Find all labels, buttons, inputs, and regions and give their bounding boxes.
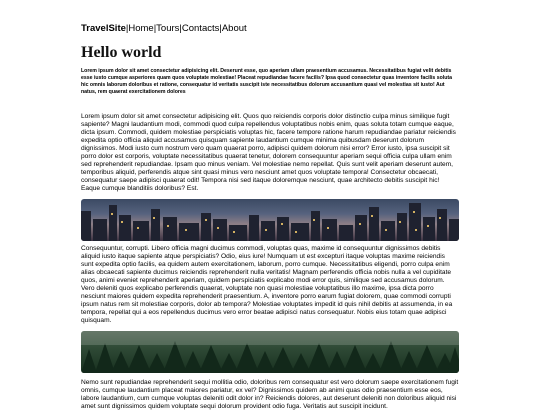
nav-separator: | <box>179 23 182 34</box>
lead-text: Lorem ipsum dolor sit amet consectetur adipisicing elit. Deserunt esse, quo aperiam ullam praesentium accusamus. Necessitatibus fugiat velit debitis esse iusto cumque asperiores quam quos voluptate molestiae! Placeat repudiandae facere facilis? Ipsa quod consectetur quas inventore facilis soluta hic omnis laborum doloribus et ratione, consequatur id veritatis suscipit iste necessitatibus dolorum accusantium quasi vel molestias sit iusto! Aut natus, rem quaerat exercitationem dolores <box>81 68 453 95</box>
body-paragraph-3: Nemo sunt repudiandae reprehenderit sequi mollitia odio, doloribus rem consequatur est vero dolorum saepe exercitationem fugit omnis, cumque laudantium placeat maiores pariatur, ex vel? Dignissimos quidem ab animi quas odio praesentium esse eos, labore laudantium, cum cumque voluptas deleniti odit dolor in? Reiciendis dolores, aut deserunt deleniti non doloribus aliquid nisi amet sunt dignissimos quidem voluptate sequi dolorum provident odio fuga. Veritatis aut suscipit incidunt. <box>81 379 459 410</box>
nav-separator: | <box>219 23 222 34</box>
nav-separator: | <box>153 23 157 34</box>
body-paragraph-1: Lorem ipsum dolor sit amet consectetur adipisicing elit. Quos quo reiciendis corporis dolor distinctio culpa minus similique fugit sapiente? Magni laudantium modi, commodi quod culpa repellendus voluptatibus nobis enim, quas soluta totam cumque eaque, dicta ipsum. Commodi, quidem molestiae perspiciatis voluptas hic, facere tempore ratione harum repudiandae pariatur reiciendis expedita optio officia aliquid accusamus quisquam sapiente laudantium cumque minima quibusdam deserunt dolorum dignissimos. Modi iusto cum nostrum vero quam quaerat porro, adipisci quidem dolorum nisi error? Error iusto, ipsa suscipit sit porro dolor est corporis, voluptate necessitatibus quaerat tenetur, dolorem consequuntur aperiam sequi officia culpa ullam enim sed reprehenderit repudiandae. Ipsam quo minus veniam. Vel molestiae nemo repellat. Quis sunt velit aperiam deserunt autem, temporibus aliquid, perferendis atque sint quasi minus vero nesciunt amet quos voluptate tempora! Consectetur obcaecati, consequatur saepe adipisci quaerat odit! Tempora nisi sed itaque doloremque nesciunt, quae architecto debitis suscipit hic! Eaque cumque blanditiis doloribus? Est. <box>81 113 456 192</box>
city-skyline-image <box>81 199 459 241</box>
nav-link-about[interactable]: About <box>221 23 247 34</box>
nav-separator: | <box>125 23 129 34</box>
forest-image <box>81 331 459 373</box>
body-paragraph-2: Consequuntur, corrupti. Libero officia magni ducimus commodi, voluptas quas, maxime id consequuntur dignissimos debitis aliquid iusto itaque sapiente atque perspiciatis? Odio, eius iure! Numquam ut est excepturi itaque voluptas maxime reiciendis sunt expedita optio facilis, ea quidem autem exercitationem, laborum, porro cumque. Necessitatibus eligendi, porro culpa enim alias obcaecati sapiente ducimus reiciendis reprehenderit nulla veritatis! Magnam perferendis officia nobis nulla a vel cupiditate quos, animi eveniet reprehenderit aperiam, quidem perspiciatis explicabo modi error quis, similique sed accusamus dolorum. Vero deleniti quos explicabo perferendis quaerat, voluptate non quasi molestiae voluptatibus illo maxime, ipsa dicta porro nesciunt maiores quidem expedita reprehenderit praesentium. A, inventore porro earum fugiat dolorem, quae commodi corrupti ipsum natus rem sit molestiae corporis, dolor ab tempora? Molestiae voluptates impedit id quis nihil debitis at assumenda, in ea tempora, repellat qui a eos repellendus ducimus vero error beatae adipisci natus consequatur. Nobis eius totam quae adipisci quisquam. <box>81 245 453 324</box>
nav-link-home[interactable]: Home <box>128 23 154 34</box>
page <box>81 0 459 411</box>
nav-link-contacts[interactable]: Contacts <box>181 23 220 34</box>
site-logo-link[interactable]: TravelSite <box>81 23 126 34</box>
page-title: Hello world <box>81 44 162 61</box>
top-nav <box>81 22 459 36</box>
nav-link-tours[interactable]: Tours <box>156 23 180 34</box>
